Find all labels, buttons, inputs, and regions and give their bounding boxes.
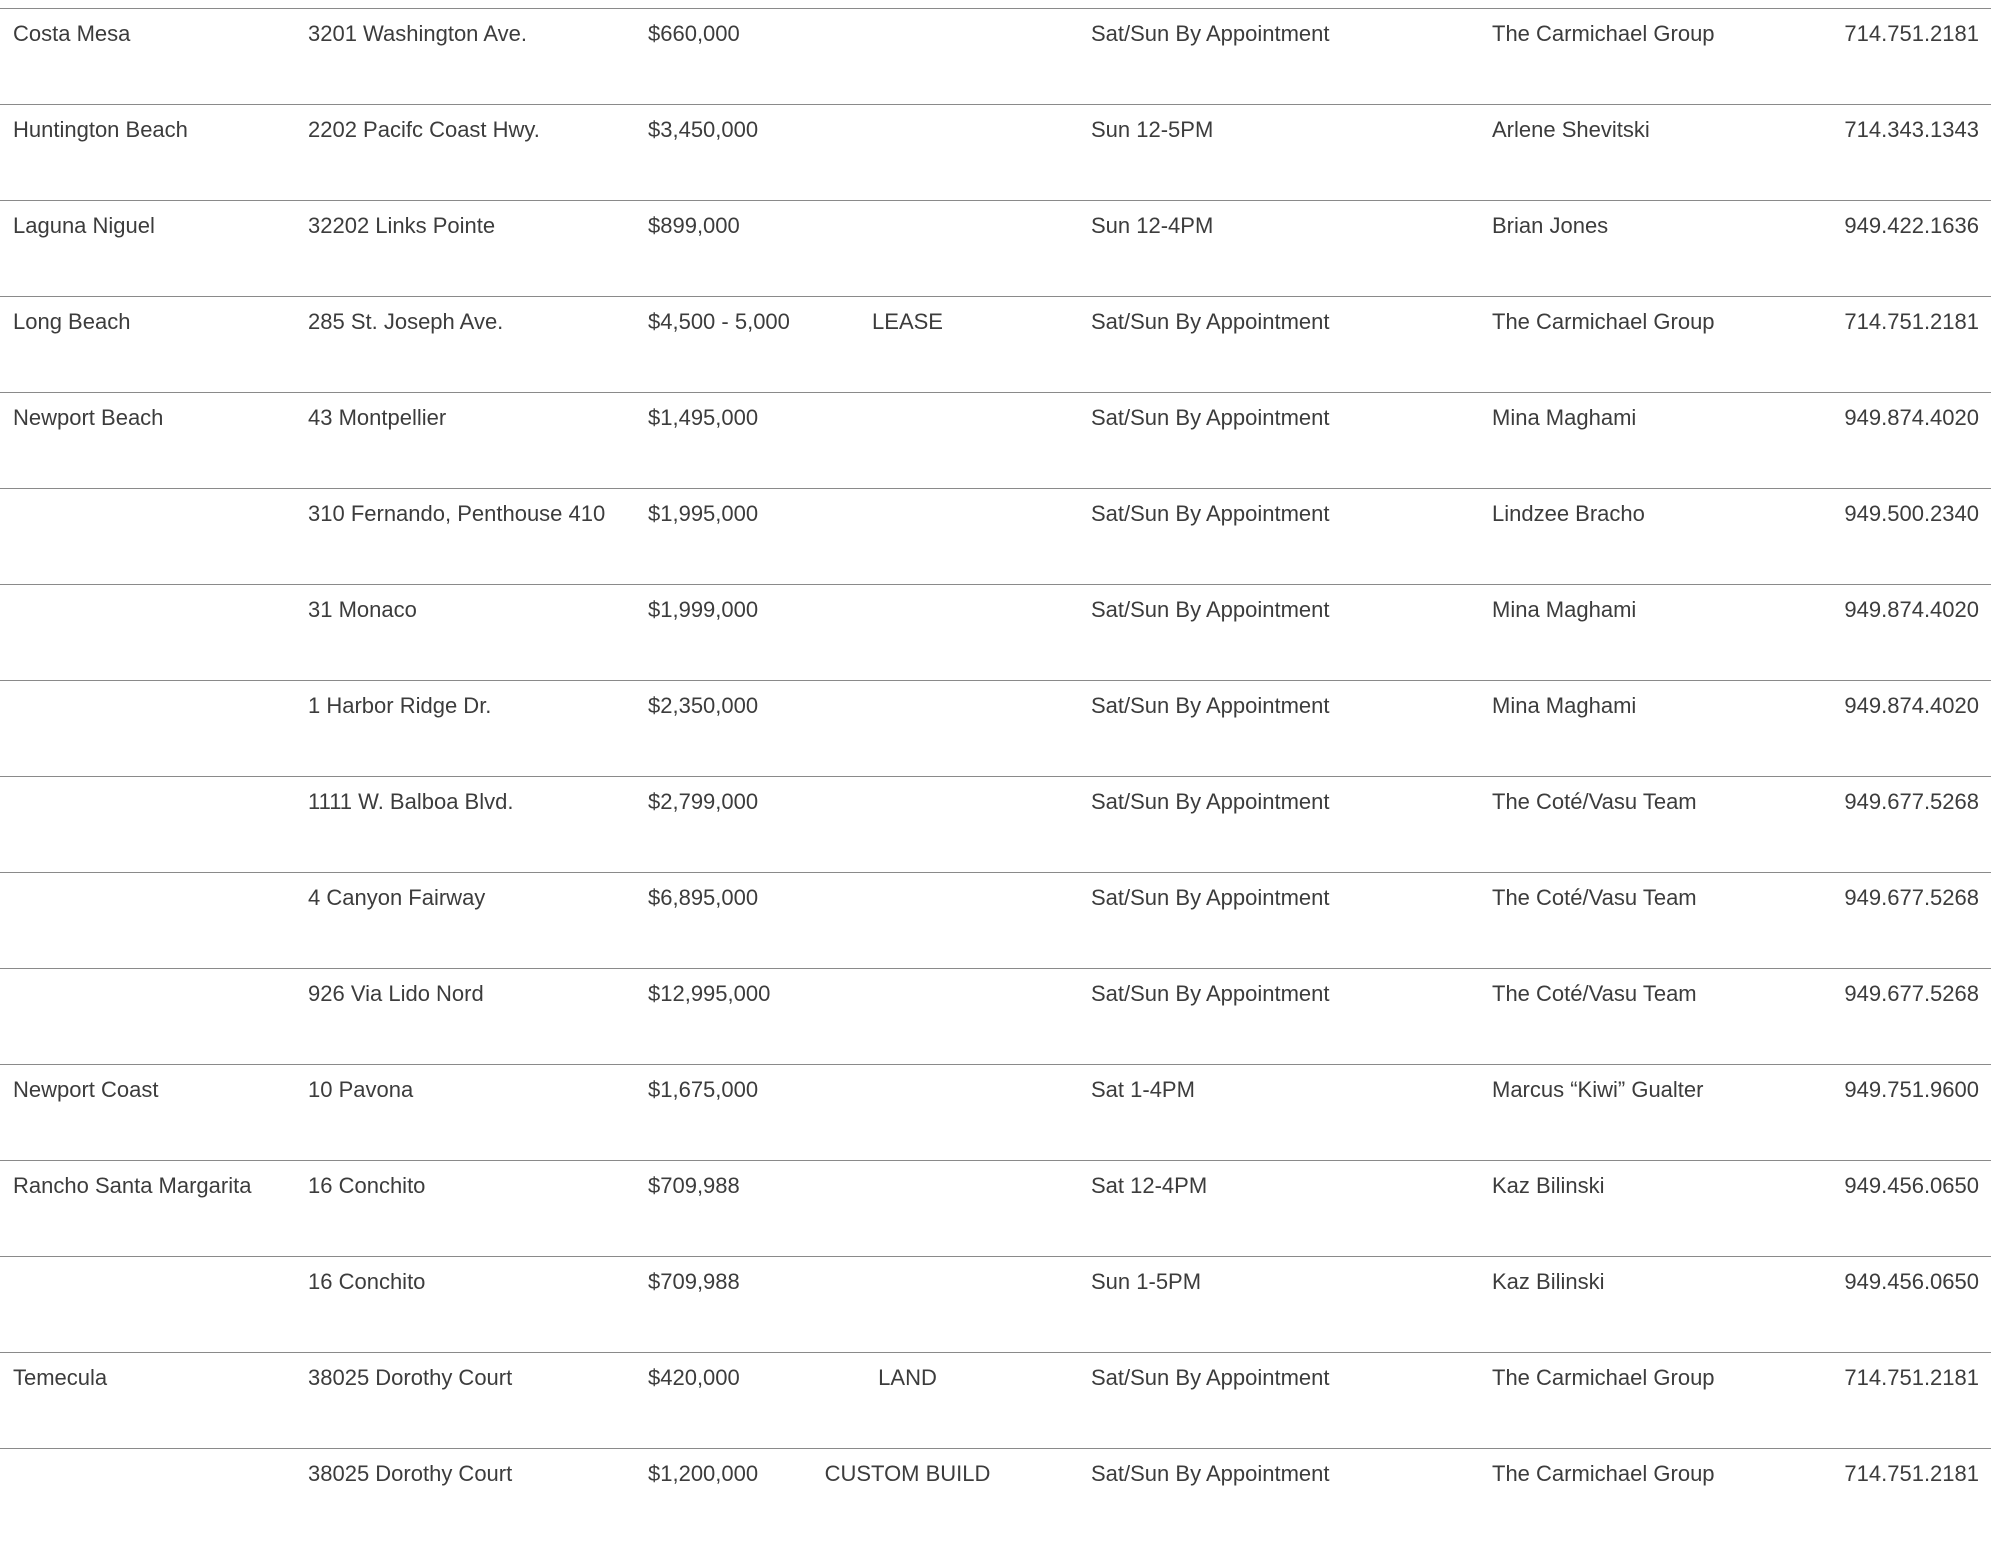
open-house-hours-cell: Sat 12-4PM [1091,1173,1208,1198]
address-cell: 310 Fernando, Penthouse 410 [308,501,606,526]
listing-row [0,8,1991,104]
listing-row [0,1352,1991,1448]
agent-cell: Kaz Bilinski [1492,1173,1605,1198]
phone-cell: 949.874.4020 [1844,693,1979,718]
city-cell: Laguna Niguel [13,213,155,238]
agent-cell: Arlene Shevitski [1492,117,1650,142]
price-cell: $12,995,000 [648,981,771,1006]
price-cell: $1,995,000 [648,501,759,526]
address-cell: 43 Montpellier [308,405,447,430]
address-cell: 38025 Dorothy Court [308,1365,513,1390]
agent-cell: Marcus “Kiwi” Gualter [1492,1077,1704,1102]
phone-cell: 949.456.0650 [1844,1173,1979,1198]
listing-row [0,1256,1991,1352]
agent-cell: The Carmichael Group [1492,309,1715,334]
agent-cell: The Carmichael Group [1492,21,1715,46]
address-cell: 3201 Washington Ave. [308,21,527,46]
listing-row [0,968,1991,1064]
address-cell: 16 Conchito [308,1269,426,1294]
open-house-hours-cell: Sat/Sun By Appointment [1091,501,1330,526]
open-house-listing-table [0,8,1991,1544]
listing-row [0,488,1991,584]
phone-cell: 949.874.4020 [1844,405,1979,430]
listing-row [0,1448,1991,1544]
address-cell: 38025 Dorothy Court [308,1461,513,1486]
price-cell: $709,988 [648,1269,740,1294]
open-house-hours-cell: Sat/Sun By Appointment [1091,693,1330,718]
agent-cell: The Carmichael Group [1492,1461,1715,1486]
address-cell: 926 Via Lido Nord [308,981,484,1006]
price-cell: $420,000 [648,1365,740,1390]
city-cell: Costa Mesa [13,21,131,46]
address-cell: 1111 W. Balboa Blvd. [308,789,514,814]
phone-cell: 714.751.2181 [1844,21,1979,46]
open-house-hours-cell: Sat/Sun By Appointment [1091,309,1330,334]
agent-cell: The Coté/Vasu Team [1492,789,1697,814]
listing-row [0,200,1991,296]
listing-row [0,104,1991,200]
phone-cell: 949.874.4020 [1844,597,1979,622]
address-cell: 285 St. Joseph Ave. [308,309,504,334]
phone-cell: 949.456.0650 [1844,1269,1979,1294]
address-cell: 10 Pavona [308,1077,414,1102]
agent-cell: Mina Maghami [1492,597,1637,622]
listing-row [0,392,1991,488]
phone-cell: 714.751.2181 [1844,1461,1979,1486]
city-cell: Newport Coast [13,1077,159,1102]
open-house-hours-cell: Sun 1-5PM [1091,1269,1202,1294]
listing-row [0,680,1991,776]
price-cell: $2,350,000 [648,693,759,718]
address-cell: 16 Conchito [308,1173,426,1198]
open-house-hours-cell: Sun 12-4PM [1091,213,1214,238]
phone-cell: 949.677.5268 [1844,885,1979,910]
agent-cell: Mina Maghami [1492,405,1637,430]
open-house-hours-cell: Sat 1-4PM [1091,1077,1195,1102]
phone-cell: 949.422.1636 [1844,213,1979,238]
agent-cell: Brian Jones [1492,213,1609,238]
price-cell: $4,500 - 5,000 [648,309,790,334]
price-cell: $1,495,000 [648,405,759,430]
phone-cell: 714.751.2181 [1844,309,1979,334]
open-house-hours-cell: Sun 12-5PM [1091,117,1214,142]
city-cell: Newport Beach [13,405,164,430]
listing-row [0,872,1991,968]
open-house-hours-cell: Sat/Sun By Appointment [1091,789,1330,814]
listing-row [0,1064,1991,1160]
price-cell: $1,675,000 [648,1077,759,1102]
listing-row [0,776,1991,872]
open-house-hours-cell: Sat/Sun By Appointment [1091,981,1330,1006]
price-cell: $3,450,000 [648,117,759,142]
open-house-hours-cell: Sat/Sun By Appointment [1091,1461,1330,1486]
address-cell: 31 Monaco [308,597,417,622]
agent-cell: The Carmichael Group [1492,1365,1715,1390]
listing-row [0,1160,1991,1256]
listing-type-cell: CUSTOM BUILD [824,1461,991,1486]
open-house-hours-cell: Sat/Sun By Appointment [1091,21,1330,46]
city-cell: Huntington Beach [13,117,188,142]
agent-cell: Kaz Bilinski [1492,1269,1605,1294]
address-cell: 4 Canyon Fairway [308,885,486,910]
listing-row [0,584,1991,680]
agent-cell: Lindzee Bracho [1492,501,1645,526]
city-cell: Temecula [13,1365,108,1390]
phone-cell: 714.343.1343 [1844,117,1979,142]
address-cell: 2202 Pacifc Coast Hwy. [308,117,540,142]
phone-cell: 949.677.5268 [1844,981,1979,1006]
phone-cell: 949.751.9600 [1844,1077,1979,1102]
open-house-hours-cell: Sat/Sun By Appointment [1091,405,1330,430]
phone-cell: 714.751.2181 [1844,1365,1979,1390]
price-cell: $709,988 [648,1173,740,1198]
price-cell: $1,999,000 [648,597,759,622]
price-cell: $1,200,000 [648,1461,759,1486]
agent-cell: The Coté/Vasu Team [1492,981,1697,1006]
price-cell: $6,895,000 [648,885,759,910]
open-house-hours-cell: Sat/Sun By Appointment [1091,885,1330,910]
price-cell: $660,000 [648,21,740,46]
listing-type-cell: LAND [878,1365,937,1390]
price-cell: $899,000 [648,213,740,238]
listing-row [0,296,1991,392]
agent-cell: The Coté/Vasu Team [1492,885,1697,910]
phone-cell: 949.677.5268 [1844,789,1979,814]
phone-cell: 949.500.2340 [1844,501,1979,526]
open-house-hours-cell: Sat/Sun By Appointment [1091,1365,1330,1390]
address-cell: 1 Harbor Ridge Dr. [308,693,492,718]
agent-cell: Mina Maghami [1492,693,1637,718]
address-cell: 32202 Links Pointe [308,213,496,238]
listing-type-cell: LEASE [872,309,943,334]
price-cell: $2,799,000 [648,789,759,814]
city-cell: Long Beach [13,309,131,334]
city-cell: Rancho Santa Margarita [13,1173,252,1198]
open-house-hours-cell: Sat/Sun By Appointment [1091,597,1330,622]
